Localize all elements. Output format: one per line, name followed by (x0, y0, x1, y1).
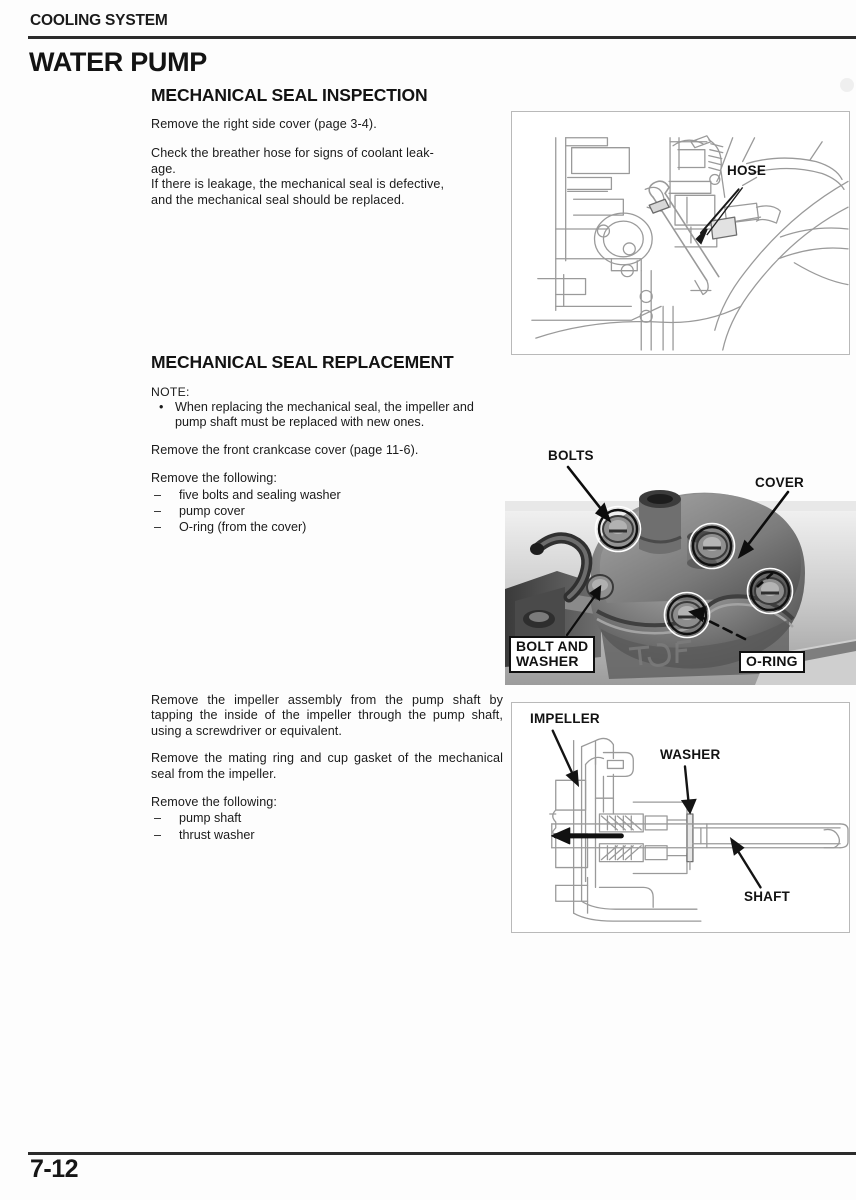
breather-hose-linework (512, 112, 849, 354)
impeller-paragraph-1: Remove the impeller assembly from the pump shaft by tapping the inside of the impeller through the pump shaft, using a screwdriver or equivalent. (151, 693, 503, 738)
removal-item-text: O-ring (from the cover) (179, 520, 307, 535)
impeller-removal-list (151, 810, 503, 842)
dash-marker-icon: – (154, 487, 162, 502)
section-mechanical-seal-inspection (151, 85, 503, 208)
page-title: WATER PUMP (29, 47, 207, 77)
impeller-paragraph-3: Remove the following: (151, 795, 278, 810)
inspection-paragraph-2 (151, 146, 503, 177)
removal-item-text: pump cover (179, 503, 245, 518)
list-item (151, 810, 503, 826)
pump-cover-photo (505, 443, 856, 685)
replacement-paragraph-1: Remove the front crankcase cover (page 11-6). (151, 442, 419, 457)
dash-marker-icon: – (154, 811, 162, 826)
note-label: NOTE: (151, 385, 190, 399)
inspection-paragraph-1: Remove the right side cover (page 3-4). (151, 117, 377, 131)
footer-divider (28, 1152, 856, 1155)
list-item (151, 519, 503, 535)
inspection-line-3a: If there is leakage, the mechanical seal is defective, (151, 177, 445, 192)
figure-label-hose: HOSE (727, 163, 767, 178)
bolt-washer-line-2: WASHER (516, 653, 579, 669)
page-number: 7-12 (30, 1155, 79, 1183)
dash-marker-icon: – (154, 520, 162, 535)
header-divider (28, 36, 856, 39)
impeller-shaft-section-figure (511, 702, 850, 933)
removal-item-text: five bolts and sealing washer (179, 487, 341, 502)
section-heading-replacement: MECHANICAL SEAL REPLACEMENT (151, 352, 454, 372)
breather-hose-figure (511, 111, 850, 355)
list-item (151, 503, 503, 519)
figure-label-impeller: IMPELLER (530, 711, 600, 726)
removal-item-text: pump shaft (179, 811, 242, 826)
inspection-paragraph-3 (151, 177, 503, 208)
figure-label-bolt-and-washer (509, 636, 595, 673)
replacement-paragraph-2: Remove the following: (151, 471, 278, 486)
bolt-washer-line-1: BOLT AND (516, 638, 589, 654)
section-impeller-removal (151, 693, 503, 843)
list-item (151, 487, 503, 503)
scan-artifact-mark (840, 78, 854, 92)
dash-marker-icon: – (154, 827, 162, 842)
note-bullet-list (151, 400, 503, 431)
figure-label-washer: WASHER (660, 747, 721, 762)
section-mechanical-seal-replacement (151, 352, 503, 535)
inspection-line-3b: and the mechanical seal should be replaced. (151, 192, 405, 207)
list-item (151, 827, 503, 843)
removal-item-text: thrust washer (179, 827, 255, 842)
figure-label-cover: COVER (755, 475, 805, 490)
list-item (151, 400, 503, 431)
figure-label-bolts: BOLTS (548, 448, 594, 463)
dash-marker-icon: – (154, 503, 162, 518)
running-header: COOLING SYSTEM (30, 12, 168, 29)
figure-label-o-ring: O-RING (739, 651, 805, 673)
inspection-line-2a: Check the breather hose for signs of coolant leak- (151, 146, 434, 161)
impeller-paragraph-2: Remove the mating ring and cup gasket of the mechanical seal from the impeller. (151, 751, 503, 781)
replacement-removal-list (151, 487, 503, 536)
inspection-line-2b: age. (151, 161, 176, 176)
figure-label-shaft: SHAFT (744, 889, 790, 904)
note-bullet-text: When replacing the mechanical seal, the impeller and pump shaft must be replaced with new ones. (175, 400, 474, 430)
bullet-icon: • (159, 400, 164, 414)
section-heading-inspection: MECHANICAL SEAL INSPECTION (151, 85, 428, 105)
impeller-shaft-linework (512, 703, 849, 932)
